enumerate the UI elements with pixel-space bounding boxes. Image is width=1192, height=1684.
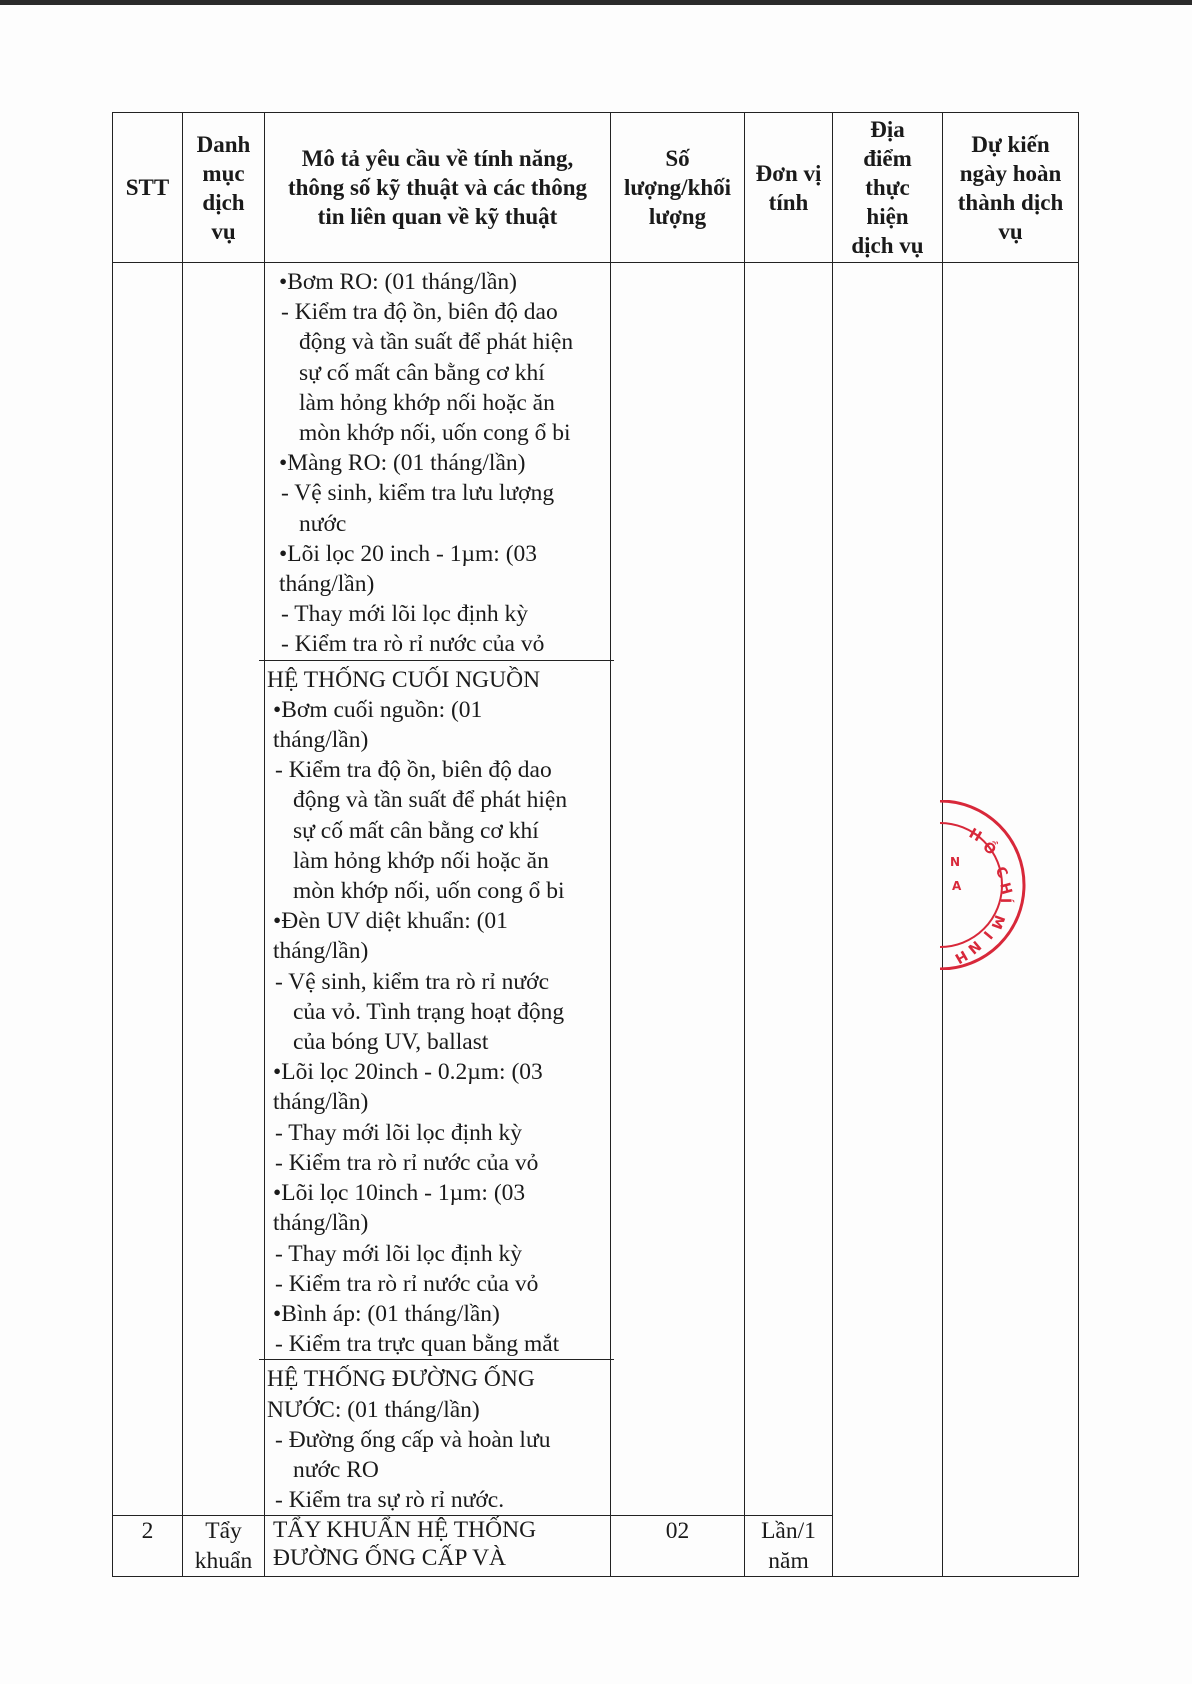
line: •Đèn UV diệt khuẩn: (01	[273, 908, 508, 935]
line: mòn khớp nối, uốn cong ổ bi	[299, 420, 571, 447]
row2-danh-muc: Tẩy khuẩn	[183, 1516, 265, 1577]
line: - Kiểm tra rò rỉ nước của vỏ	[275, 1149, 539, 1176]
table-row	[113, 263, 1079, 1516]
svg-text:M: M	[987, 912, 1008, 932]
header-danh-muc: Danh mục dịch vụ	[183, 113, 265, 263]
line: nước RO	[293, 1456, 379, 1483]
svg-text:Í: Í	[997, 898, 1013, 904]
line: •Lõi lọc 20inch - 0.2µm: (03	[273, 1059, 543, 1086]
row1-description-cell	[265, 263, 611, 1516]
svg-text:I: I	[979, 927, 996, 942]
line: NƯỚC: (01 tháng/lần)	[267, 1396, 480, 1423]
line: - Kiểm tra rò rỉ nước của vỏ	[275, 1270, 539, 1297]
svg-text:N: N	[964, 936, 984, 957]
line: tháng/lần)	[273, 1210, 369, 1237]
line: - Đường ống cấp và hoàn lưu	[275, 1426, 551, 1453]
header-dia-diem: Địa điểm thực hiện dịch vụ	[833, 113, 943, 263]
line: của vỏ. Tình trạng hoạt động	[293, 998, 565, 1025]
row1-stt-cell	[113, 263, 183, 1516]
row2-so-luong: 02	[611, 1516, 745, 1577]
line: tháng/lần)	[273, 727, 369, 754]
svg-text:H: H	[966, 825, 985, 846]
line: tháng/lần)	[273, 1089, 369, 1116]
line: tháng/lần)	[273, 938, 369, 965]
line: - Thay mới lõi lọc định kỳ	[281, 601, 528, 628]
line: của bóng UV, ballast	[293, 1029, 489, 1056]
line: •Bơm cuối nguồn: (01	[273, 696, 483, 723]
header-stt: STT	[113, 113, 183, 263]
row1-so-luong-cell	[611, 263, 745, 1516]
line: •Lõi lọc 10inch - 1µm: (03	[273, 1180, 526, 1207]
svg-text:N: N	[950, 855, 961, 869]
header-so-luong: Số lượng/khối lượng	[611, 113, 745, 263]
header-mo-ta: Mô tả yêu cầu về tính năng, thông số kỹ thuật và các thông tin liên quan về kỹ thuật	[265, 113, 611, 263]
service-table	[112, 112, 1079, 1577]
header-row	[113, 113, 1079, 263]
svg-text:C: C	[991, 864, 1011, 881]
line: - Kiểm tra rò rỉ nước của vỏ	[281, 631, 545, 658]
line: - Kiểm tra độ ồn, biên độ dao	[275, 757, 552, 784]
description-block-ro	[265, 263, 610, 660]
line: •Bơm RO: (01 tháng/lần)	[279, 269, 518, 295]
line: mòn khớp nối, uốn cong ổ bi	[293, 878, 565, 905]
official-stamp	[940, 800, 1080, 970]
top-border-line	[0, 0, 1192, 5]
row2-don-vi: Lần/1 năm	[745, 1516, 833, 1577]
line: - Kiểm tra trực quan bằng mắt	[275, 1331, 560, 1358]
line: làm hỏng khớp nối hoặc ăn	[299, 389, 555, 416]
line: động và tần suất để phát hiện	[299, 329, 574, 356]
svg-text:H: H	[996, 880, 1015, 897]
line: làm hỏng khớp nối hoặc ăn	[293, 847, 549, 874]
line: - Thay mới lõi lọc định kỳ	[275, 1240, 522, 1267]
line: - Kiểm tra sự rò rỉ nước.	[275, 1487, 505, 1514]
line: nước	[299, 510, 347, 537]
line: - Thay mới lõi lọc định kỳ	[275, 1119, 522, 1146]
section-heading: HỆ THỐNG CUỐI NGUỒN	[267, 666, 541, 693]
line: •Bình áp: (01 tháng/lần)	[273, 1300, 500, 1327]
svg-text:H: H	[951, 946, 970, 967]
description-block-end-source	[259, 660, 614, 1360]
svg-text:A: A	[952, 879, 962, 893]
header-don-vi: Đơn vị tính	[745, 113, 833, 263]
row1-don-vi-cell	[745, 263, 833, 1516]
row1-dia-diem-cell	[833, 263, 943, 1577]
svg-text:Ồ: Ồ	[979, 838, 999, 859]
line: động và tần suất để phát hiện	[293, 787, 568, 814]
row2-mo-ta: TẨY KHUẨN HỆ THỐNG ĐƯỜNG ỐNG CẤP VÀ	[265, 1516, 611, 1577]
line: - Kiểm tra độ ồn, biên độ dao	[281, 299, 558, 326]
header-du-kien: Dự kiến ngày hoàn thành dịch vụ	[943, 113, 1079, 263]
section-heading: HỆ THỐNG ĐƯỜNG ỐNG	[267, 1366, 535, 1393]
line: sự cố mất cân bằng cơ khí	[293, 817, 539, 844]
line: - Vệ sinh, kiểm tra lưu lượng	[281, 480, 555, 507]
row1-danh-muc-cell	[183, 263, 265, 1516]
line: tháng/lần)	[279, 571, 375, 598]
line: •Lõi lọc 20 inch - 1µm: (03	[279, 540, 538, 567]
line: sự cố mất cân bằng cơ khí	[299, 359, 545, 386]
row2-stt: 2	[113, 1516, 183, 1577]
line: •Màng RO: (01 tháng/lần)	[279, 450, 526, 477]
description-block-piping	[259, 1359, 614, 1515]
line: - Vệ sinh, kiểm tra rò rỉ nước	[275, 968, 550, 995]
